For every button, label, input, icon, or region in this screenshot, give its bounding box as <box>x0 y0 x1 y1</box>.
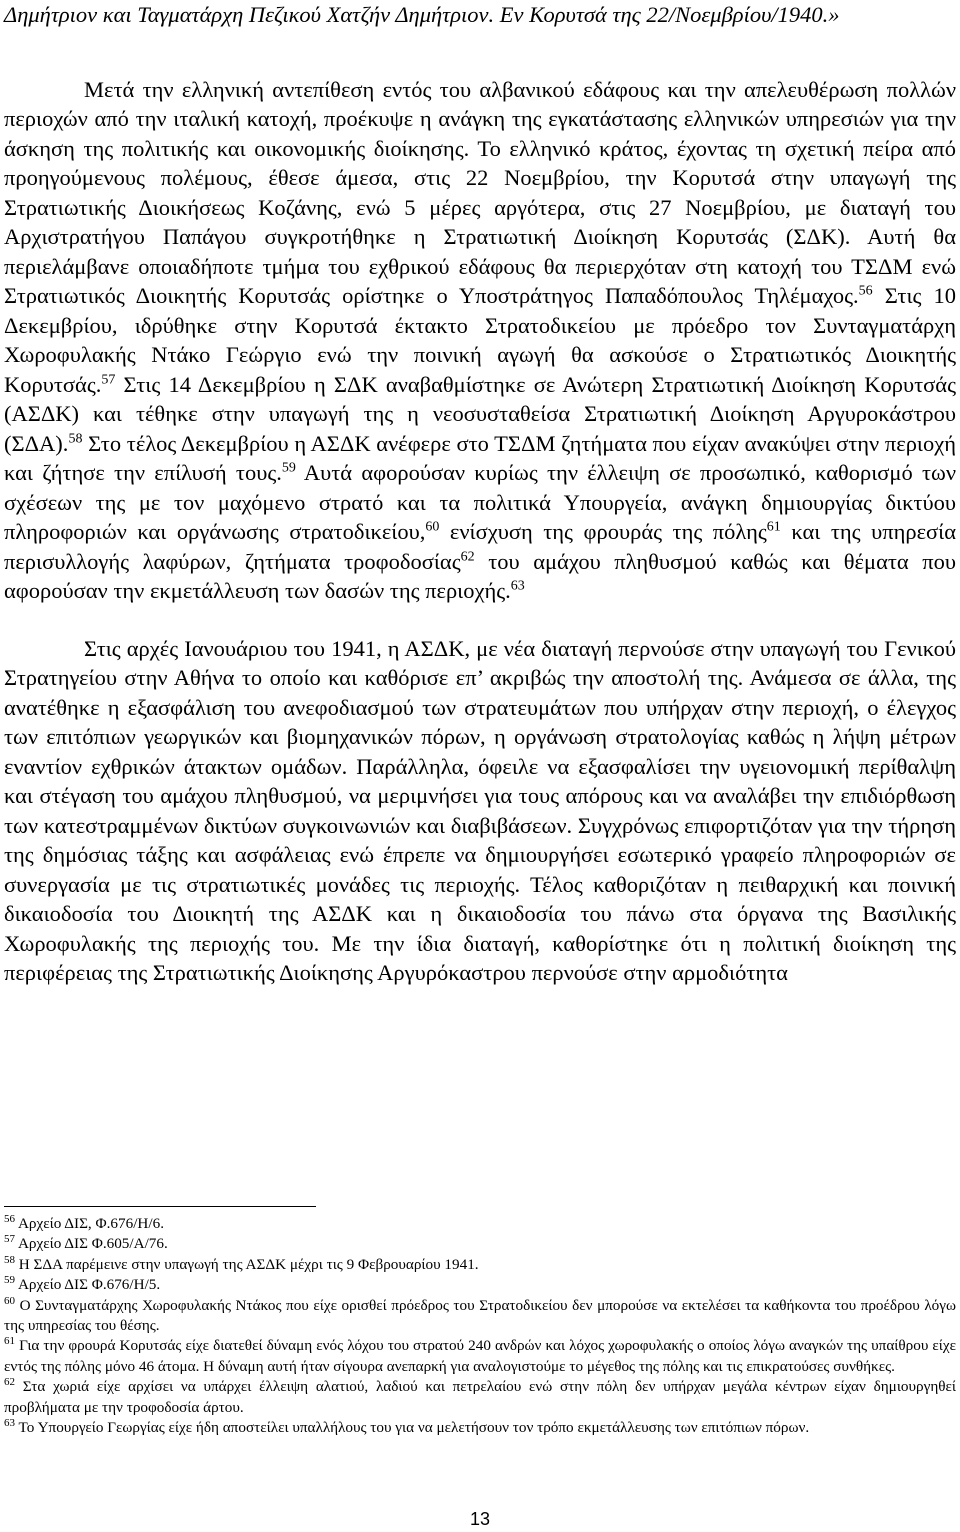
p1-text: Στο τέλος Δεκεμβρίου η ΑΣΔΚ ανέφερε στο ΤΣΔΜ ζητήματα που είχαν ανακύψει στην περιοχή και ζήτησε την επίλυσή τους. <box>4 430 956 485</box>
footnote-number: 61 <box>4 1335 15 1348</box>
p1-text: Αυτά αφορούσαν κυρίως την έλλειψη σε προσωπικό, καθορισμό των σχέσεων της με τον μαχόμενο στρατό και τα πολιτικά Υπουργεία, ανάγκη δημιουργίας δικτύου πληροφοριών και οργάνωσης στρατοδικείου, <box>4 460 956 544</box>
footnote <box>4 1214 956 1234</box>
p1-text: Στις 10 Δεκεμβρίου, ιδρύθηκε στην Κορυτσά έκτακτο Στρατοδικείου με πρόεδρο τον Συνταγματάρχη Χωροφυλακής Ντάκο Γεώργιο ενώ την ποινική αγωγή θα ασκούσε ο Στρατιωτικός Διοικητής Κορυτσάς. <box>4 283 956 397</box>
footnote <box>4 1296 956 1337</box>
paragraph-2: Στις αρχές Ιανουάριου του 1941, η ΑΣΔΚ, με νέα διαταγή περνούσε στην υπαγωγή του Γενικού Στρατηγείου στην Αθήνα το οποίο και καθόρισε επ’ ακριβώς την αποστολή της. Ανάμεσα σε άλλα, της ανατέθηκε η εξασφάλιση του ανεφοδιασμού των στρατευμάτων που υπήρχαν στην περιοχή, ο έλεγχος των επιτόπιων γεωργικών και βιομηχανικών πόρων, η οργάνωση στρατολογίας καθώς η λήψη μέτρων εναντίον εχθρικών άτακτων ομάδων. Παράλληλα, όφειλε να εξασφαλίσει την υγειονομική περίθαλψη και στέγαση του αμάχου πληθυσμού, να μεριμνήσει για τους απόρους και να αναλάβει την επιδιόρθωση των κατεστραμμένων δικτύων συγκοινωνιών και διαβιβάσεων. Συγχρόνως επιφορτιζόταν για την τήρηση της δημόσιας τάξης και ασφάλειας ενώ έπρεπε να δημιουργήσει εσωτερικό γραφείο πληροφοριών σε συνεργασία με τις στρατιωτικές μονάδες τις περιοχής. Τέλος καθοριζόταν η πειθαρχική και ποινική δικαιοδοσία του Διοικητή της ΑΣΔΚ και η δικαιοδοσία του πάνω στα όργανα της Βασιλικής Χωροφυλακής της περιοχής του. Με την ίδια διαταγή, καθορίστηκε ότι η πολιτική διοίκηση της περιφέρειας της Στρατιωτικής Διοίκησης Αργυρόκαστρου περνούσε στην αρμοδιότητα <box>4 635 956 985</box>
footnote-text: Αρχείο ΔΙΣ, Φ.676/Η/6. <box>15 1215 164 1232</box>
footnote-ref: 60 <box>425 519 440 535</box>
footnote <box>4 1336 956 1377</box>
footnote-text: Ο Συνταγματάρχης Χωροφυλακής Ντάκος που είχε ορισθεί πρόεδρος του Στρατοδικείου δεν μπορούσε να εκτελέσει τα καθήκοντα του προέδρου λόγω της υπηρεσίας του θέσης. <box>4 1296 956 1335</box>
page-number: 13 <box>469 1509 491 1529</box>
footnote-text: Η ΣΔΑ παρέμεινε στην υπαγωγή της ΑΣΔΚ μέχρι τις 9 Φεβρουαρίου 1941. <box>15 1255 479 1273</box>
intro-text: Δημήτριον και Ταγματάρχη Πεζικού Χατζήν Δημήτριον. Εν Κορυτσά της 22/Νοεμβρίου/1940.» <box>4 2 840 27</box>
footnote-separator <box>4 1206 316 1207</box>
footnote-text: Αρχείο ΔΙΣ Φ.676/Η/5. <box>15 1276 161 1294</box>
p1-text: Στις 14 Δεκεμβρίου η ΣΔΚ αναβαθμίστηκε σε Ανώτερη Στρατιωτική Διοίκηση Κορυτσάς (ΑΣΔΚ) και τέθηκε στην υπαγωγή της η νεοσυσταθείσα Στρατιωτική Διοίκηση Αργυροκάστρου (ΣΔΑ). <box>4 371 956 456</box>
footnote-text: Αρχείο ΔΙΣ Φ.605/Α/76. <box>15 1235 168 1253</box>
footnote <box>4 1275 956 1295</box>
footnote-ref: 58 <box>68 431 83 446</box>
footnote-number: 63 <box>4 1417 15 1429</box>
footnotes <box>4 1214 956 1438</box>
footnote-ref: 57 <box>101 372 116 387</box>
footnote-text: Για την φρουρά Κορυτσάς είχε διατεθεί δύναμη ενός λόχου του στρατού 240 ανδρών και λόχος χωροφυλακής ο οποίος λόγω αναγκών της υπαίθρου είχε εντός της πόλης μόνο 46 άτομα. Η δύναμη αυτή ήταν σίγουρα ανεπαρκή για αναλογιστούμε το μέγεθος της πόλης και τις επικρατούσες συνθήκες. <box>4 1337 956 1375</box>
footnote <box>4 1234 956 1254</box>
p1-text: του αμάχου πληθυσμού καθώς και θέματα που αφορούσαν την εκμετάλλευση των δασών της περιοχής. <box>4 548 957 603</box>
footnote-number: 59 <box>4 1274 15 1287</box>
footnote <box>4 1255 956 1275</box>
footnote-ref: 61 <box>766 519 781 535</box>
footnote-ref: 62 <box>460 549 475 564</box>
p1-text: Μετά την ελληνική αντεπίθεση εντός του αλβανικού εδάφους και την απελευθέρωση πολλών περιοχών από την ιταλική κατοχή, προέκυψε η ανάγκη της εγκατάστασης ελληνικών υπηρεσιών για την άσκηση της πολιτικής και οικονομικής διοίκησης. Το ελληνικό κράτος, έχοντας τη σχετική πείρα από προηγούμενους πολέμους, έθεσε άμεσα, στις 22 Νοεμβρίου, την Κορυτσά στην υπαγωγή της Στρατιωτικής Διοικήσεως Κοζάνης, ενώ 5 μέρες αργότερα, στις 27 Νοεμβρίου, με διαταγή του Αρχιστρατήγου Παπάγου συγκροτήθηκε η Στρατιωτική Διοίκηση Κορυτσάς (ΣΔΚ). Αυτή θα περιελάμβανε οποιαδήποτε τμήμα του εχθρικού εδάφους θα περιερχόταν στη κατοχή του ΤΣΔΜ ενώ Στρατιωτικός Διοικητής Κορυτσάς ορίστηκε ο Υποστράτηγος Παπαδόπουλος Τηλέμαχος. <box>4 76 956 308</box>
footnote-text: Το Υπουργείο Γεωργίας είχε ήδη αποστείλει υπαλλήλους του για να μελετήσουν τον τρόπο εκμετάλλευσης των επιτόπιων πόρων. <box>15 1419 810 1437</box>
footnote-number: 57 <box>4 1233 15 1246</box>
footnote-number: 56 <box>4 1212 15 1225</box>
footnote-ref: 56 <box>858 283 873 299</box>
footnote-number: 58 <box>4 1253 15 1266</box>
footnote-ref: 63 <box>510 578 525 594</box>
p1-text: και της υπηρεσία περισυλλογής λαφύρων, ζητήματα τροφοδοσίας <box>4 519 956 574</box>
document-page <box>4 0 956 988</box>
paragraph-1 <box>4 75 956 606</box>
footnote-ref: 59 <box>281 460 296 476</box>
footnote <box>4 1377 956 1418</box>
footnote-number: 62 <box>4 1376 15 1389</box>
footnote-text: Στα χωριά είχε αρχίσει να υπάρχει έλλειψη αλατιού, λαδιού και πετρελαίου ενώ στην πόλη δεν υπήρχαν μεγάλα κέντρων είχαν δημιουργηθεί προβλήματα με την τροφοδοσία άρτου. <box>4 1378 956 1416</box>
footnote <box>4 1418 956 1438</box>
p1-text: ενίσχυση της φρουράς της πόλης <box>439 519 767 544</box>
footnote-number: 60 <box>4 1294 15 1307</box>
